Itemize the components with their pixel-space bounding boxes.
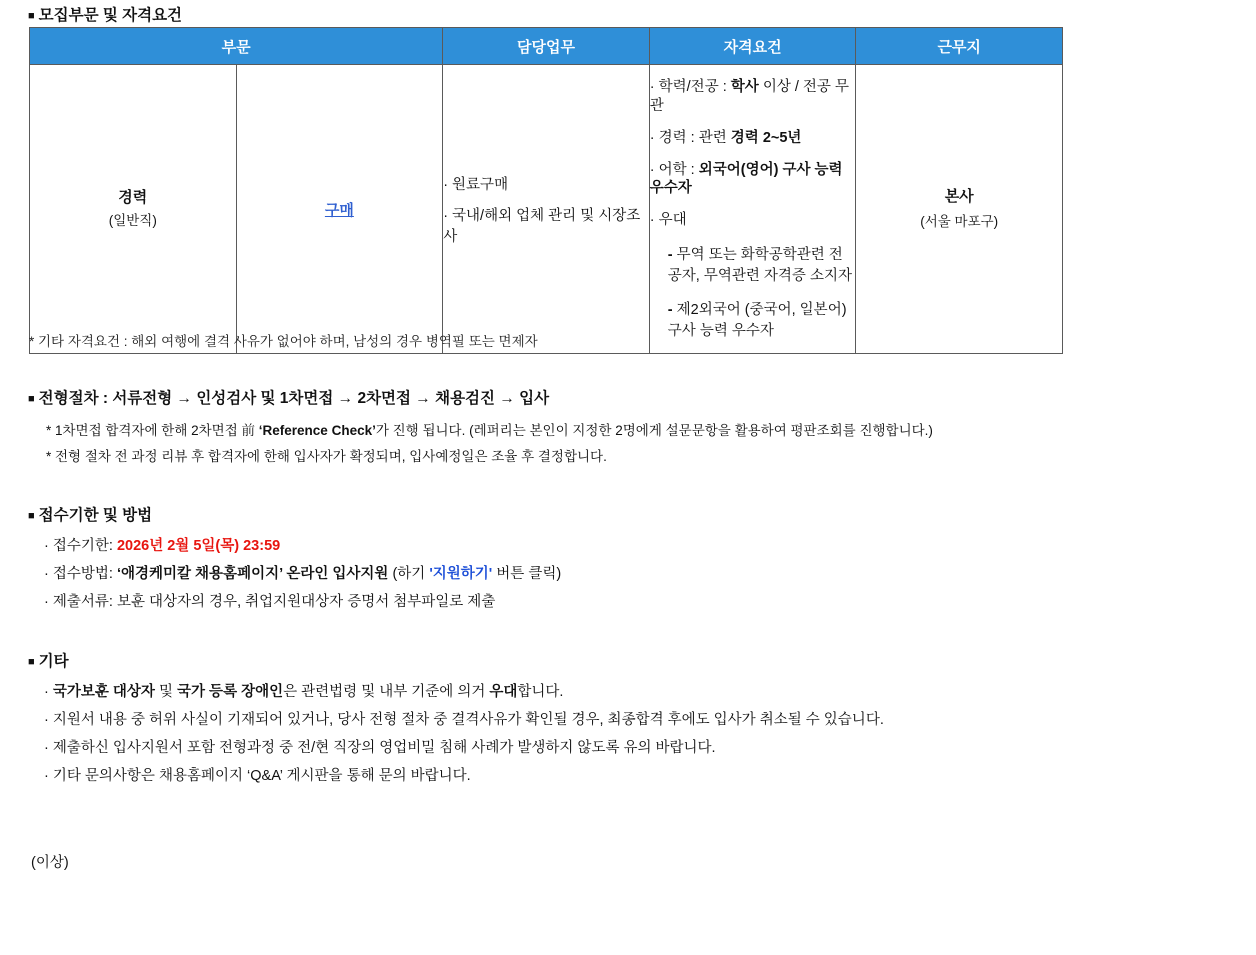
square-bullet-icon: ■ [28, 9, 35, 22]
qualification-prefix: · 우대 [649, 212, 687, 229]
table-footnote: * 기타 자격요건 : 해외 여행에 결격 사유가 없어야 하며, 남성의 경우 병역필 또는 면제자 [29, 334, 538, 349]
process-title-body: 서류전형 → 인성검사 및 1차면접 → 2차면접 → 채용검진 → 입사 [112, 390, 550, 407]
table-header-row [30, 28, 1063, 65]
qualification-sub-text: 무역 또는 화학공학관련 전공자, 무역관련 자격증 소지자 [667, 247, 852, 285]
apply-deadline-value: 2026년 2월 5일(목) 23:59 [116, 538, 281, 554]
cell-workplace [856, 65, 1063, 354]
section-heading-recruit [28, 3, 182, 25]
apply-deadline-label: · 접수기한: [44, 538, 117, 554]
apply-method-prefix-blue: (하기 [388, 566, 430, 582]
qualification-item [650, 211, 856, 230]
etc-item [44, 680, 563, 701]
process-note [46, 419, 933, 439]
sector-main-label: 경력 [118, 188, 148, 206]
process-note [46, 445, 607, 465]
etc-item-pre: · 기타 문의사항은 채용홈페이지 ‘Q&A’ 게시판을 통해 문의 바랍니다. [44, 768, 471, 784]
square-bullet-icon: ■ [28, 392, 35, 405]
section-heading-recruit-text: 모집부문 및 자격요건 [38, 7, 183, 24]
qualification-prefix: · 경력 : 관련 [649, 129, 731, 146]
apply-method-value: ‘애경케미칼 채용홈페이지’ 온라인 입사지원 [116, 566, 389, 582]
section-heading-etc [28, 649, 69, 671]
cell-duties [443, 65, 650, 354]
cell-qualifications [649, 65, 856, 354]
duty-item: · 국내/해외 업체 관리 및 시장조사 [443, 207, 641, 245]
qualification-prefix: · 학력/전공 : [649, 79, 731, 95]
apply-method-line [44, 562, 561, 583]
closing-text: (이상) [31, 855, 69, 871]
process-note-pre: * 1차면접 합격자에 한해 2차면접 前 [46, 423, 259, 438]
workplace-sub-label: (서울 마포구) [920, 214, 999, 230]
dash-marker: - [667, 247, 673, 264]
etc-item-bold-3: 우대 [489, 684, 518, 700]
square-bullet-icon: ■ [28, 655, 35, 668]
section-heading-process [28, 386, 549, 408]
etc-item-mid-2: 은 관련법령 및 내부 기준에 의거 [283, 684, 490, 700]
qualification-sub-item [668, 298, 856, 340]
process-note-bold: ‘Reference Check’ [258, 423, 376, 438]
etc-item-bold-1: 국가보훈 대상자 [52, 684, 155, 700]
recruitment-table [29, 27, 1063, 354]
apply-documents-label: · 제출서류: [44, 594, 117, 610]
process-note-pre: * 전형 절차 전 과정 리뷰 후 합격자에 한해 입사자가 확정되며, 입사예정일은 조율 후 결정합니다. [46, 449, 607, 464]
etc-item-bold-2: 국가 등록 장애인 [177, 684, 284, 700]
apply-button-reference[interactable]: '지원하기' [429, 566, 493, 582]
etc-item-post: 합니다. [517, 684, 564, 700]
apply-method-tail: 버튼 클릭) [492, 566, 562, 582]
etc-item [44, 736, 716, 757]
etc-item-pre: · 제출하신 입사지원서 포함 전형과정 중 전/현 직장의 영업비밀 침해 사례가 발생하지 않도록 유의 바랍니다. [44, 740, 716, 756]
qualification-sub-text: 제2외국어 (중국어, 일본어) 구사 능력 우수자 [667, 302, 847, 340]
cell-sector [30, 65, 237, 354]
apply-documents-line [44, 590, 495, 611]
qualification-prefix: · 어학 : [649, 161, 699, 178]
table-header-workplace: 근무지 [856, 28, 1063, 65]
section-heading-etc-text: 기타 [38, 653, 69, 670]
apply-documents-value: 보훈 대상자의 경우, 취업지원대상자 증명서 첨부파일로 제출 [116, 594, 496, 610]
qualification-bold: 학사 [730, 79, 759, 95]
job-name-link[interactable]: 구매 [324, 201, 354, 219]
section-heading-apply-text: 접수기한 및 방법 [38, 507, 153, 524]
table-header-qualification: 자격요건 [649, 28, 856, 65]
process-title-prefix: 전형절차 : [38, 390, 113, 407]
qualification-suffix: 이상 / 전공 무관 [649, 79, 849, 114]
apply-method-label: · 접수방법: [44, 566, 117, 582]
etc-item-pre: · [44, 684, 53, 700]
table-header-sector: 부문 [30, 28, 443, 65]
dash-marker: - [667, 302, 673, 319]
workplace-main-label: 본사 [944, 188, 974, 206]
qualification-item [650, 78, 856, 116]
qualification-bold: 외국어(영어) 구사 능력 우수자 [649, 161, 843, 197]
apply-deadline-line [44, 534, 280, 555]
etc-item [44, 708, 884, 729]
duty-item: · 원료구매 [443, 176, 509, 193]
square-bullet-icon: ■ [28, 509, 35, 522]
sector-sub-label: (일반직) [108, 213, 157, 229]
etc-item [44, 764, 471, 785]
etc-item-mid: 및 [154, 684, 178, 700]
qualification-sub-item [668, 243, 856, 285]
table-header-duty: 담당업무 [443, 28, 650, 65]
qualification-item [650, 129, 856, 148]
cell-job-name[interactable] [236, 65, 443, 354]
table-row [30, 65, 1063, 354]
process-note-post: 가 진행 됩니다. (레퍼리는 본인이 지정한 2명에게 설문문항을 활용하여 평판조회를 진행합니다.) [375, 423, 933, 438]
etc-item-pre: · 지원서 내용 중 허위 사실이 기재되어 있거나, 당사 전형 절차 중 결격사유가 확인될 경우, 최종합격 후에도 입사가 취소될 수 있습니다. [44, 712, 884, 728]
qualification-bold: 경력 2~5년 [730, 129, 802, 146]
qualification-item [650, 161, 856, 199]
section-heading-apply [28, 503, 152, 525]
